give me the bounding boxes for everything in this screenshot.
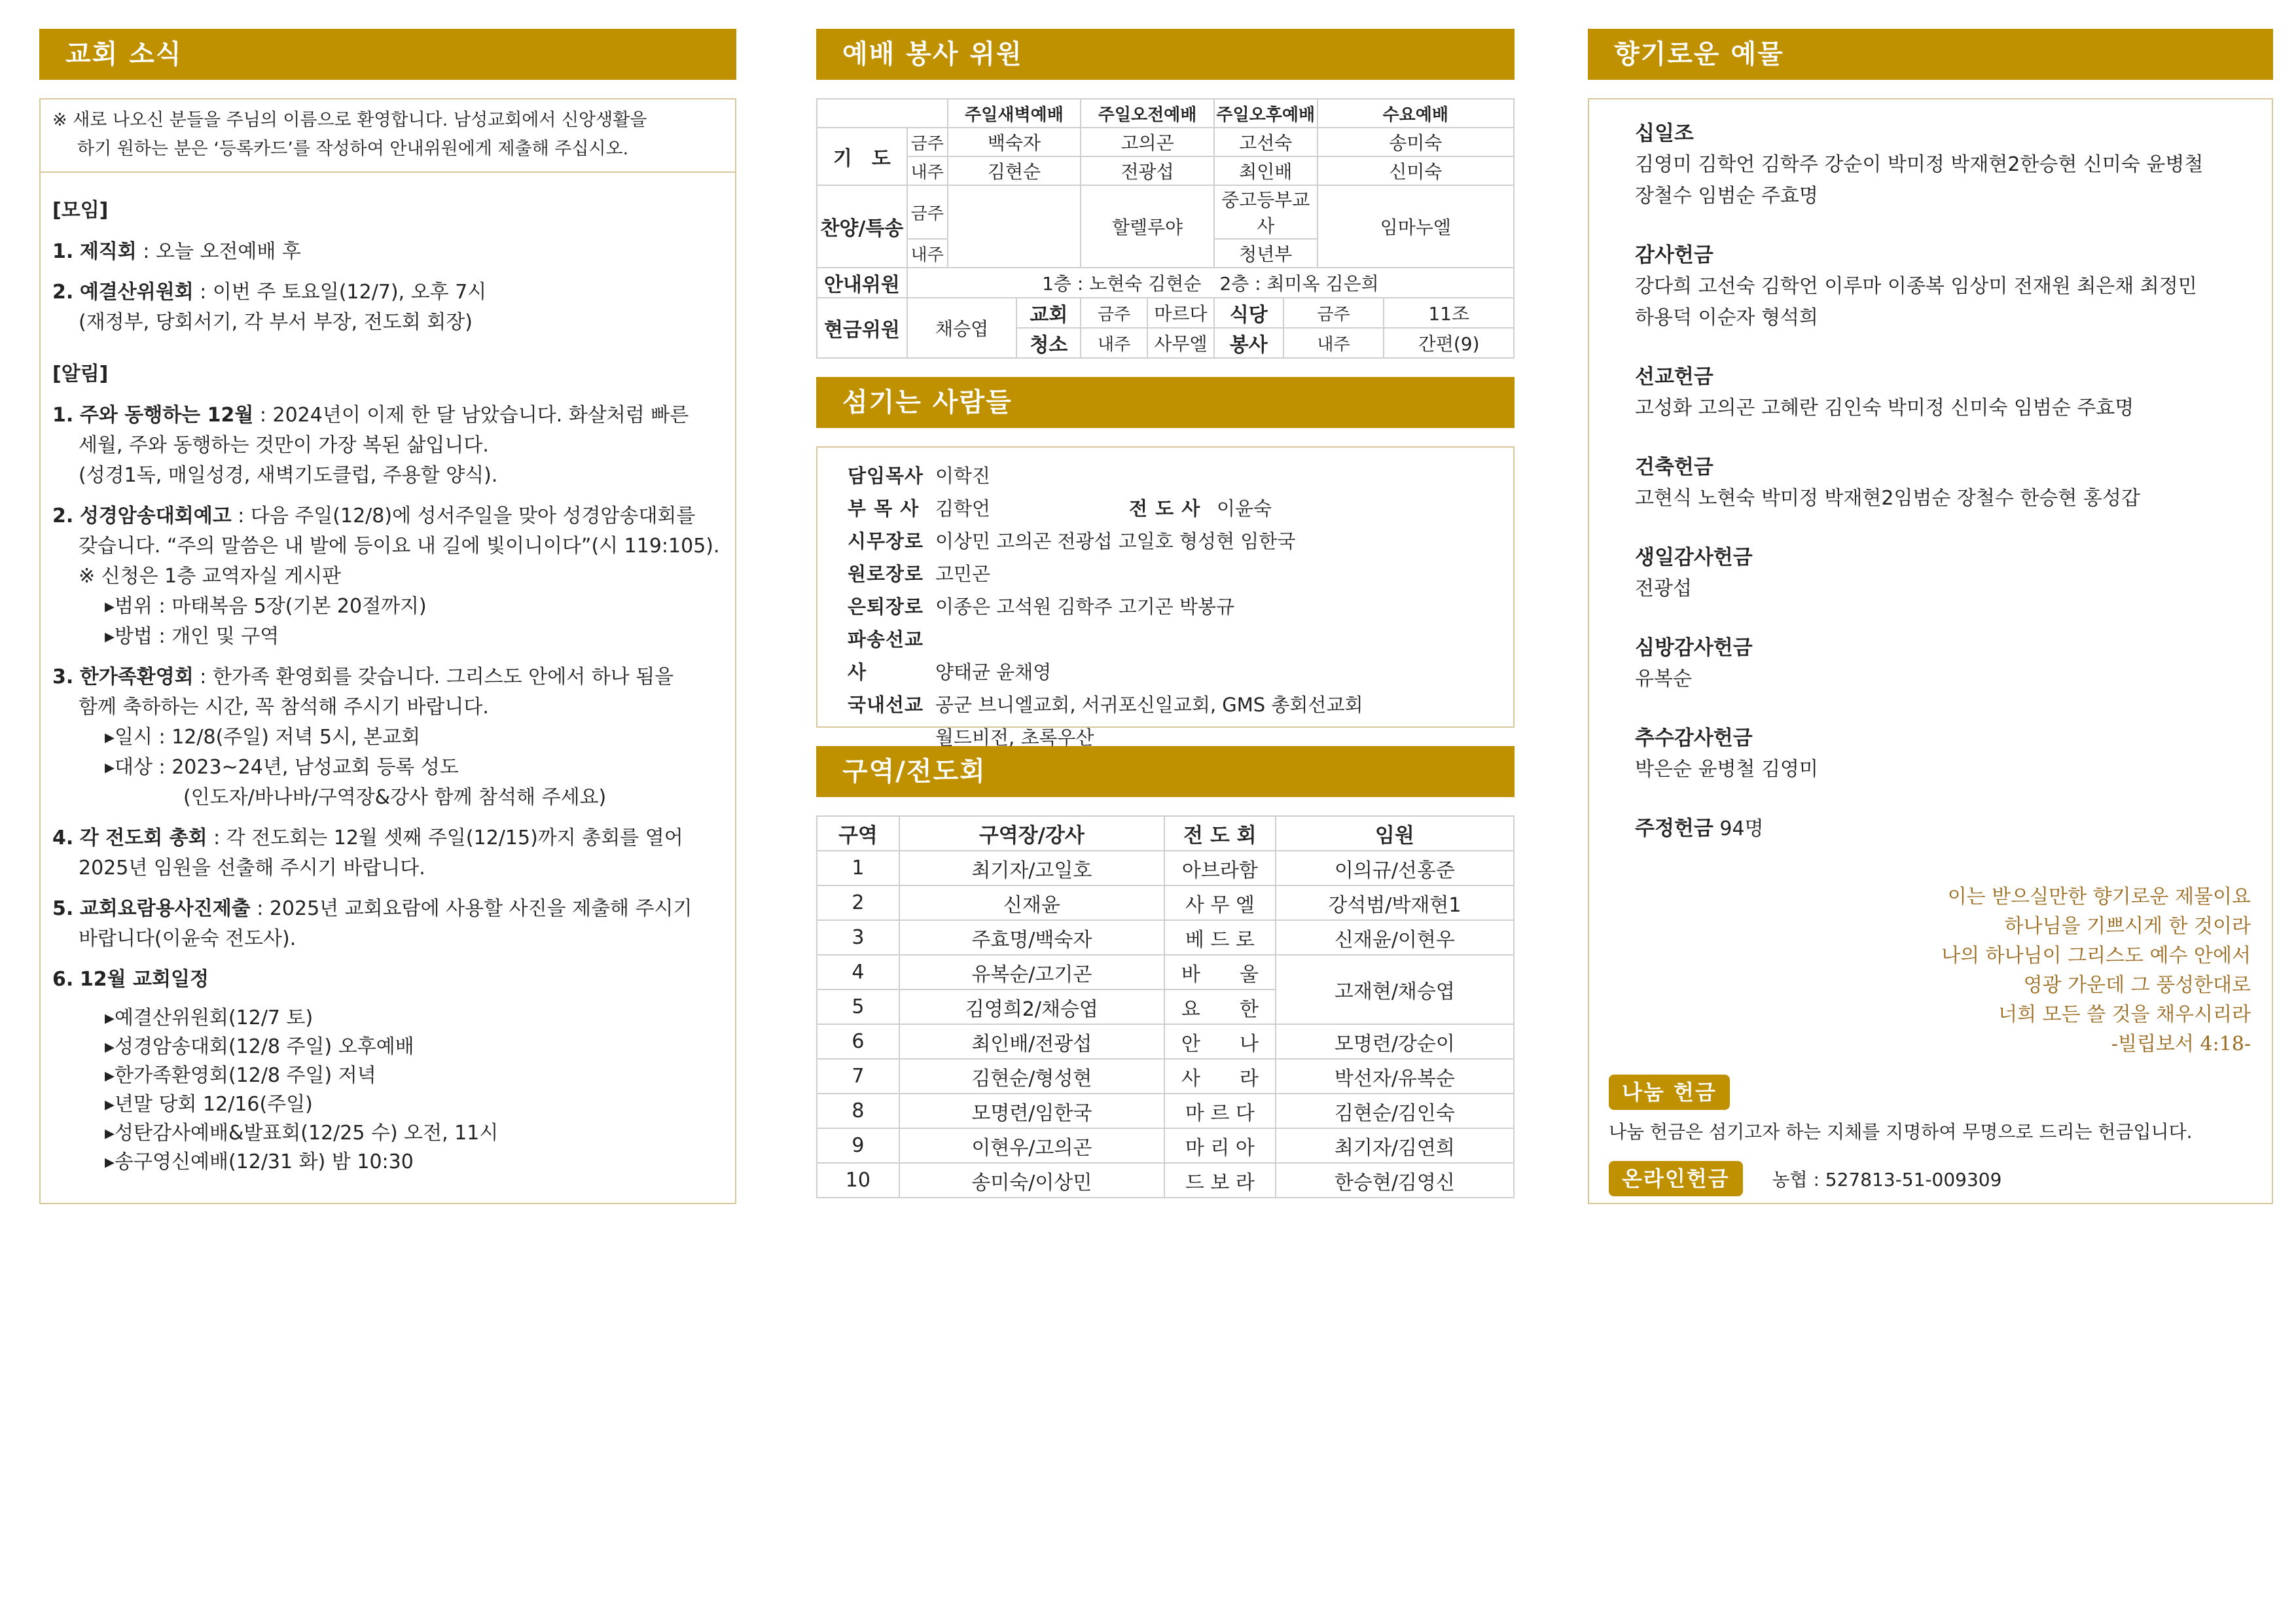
offering-group: 건축헌금 고현식 노현숙 박미정 박재현2임범순 장철수 한승현 홍성갑 <box>1635 455 2140 510</box>
alert-item: 4. 각 전도회 총회 : 각 전도회는 12월 셋째 주일(12/15)까지 총회를 열어 2025년 임원을 선출해 주시기 바랍니다. <box>52 827 683 880</box>
table-row: 구역 구역장/강사 전 도 회 임원 <box>817 816 1514 851</box>
welcome-notice-line: ※ 새로 나오신 분들을 주님의 이름으로 환영합니다. 남성교회에서 신앙생활을 <box>52 110 647 130</box>
meetings-tag: [모임] <box>52 199 109 222</box>
offering-groups <box>1589 99 2272 845</box>
alert-item: 6. 12월 교회일정 ▸예결산위원회(12/7 토) ▸성경암송대회(12/8 주일) 오후예배 ▸한가족환영회(12/8 주일) 저녁 ▸년말 당회 12/16(주일) ▸성탄감사예배&발표회(12/25 수) 오전, 11시 ▸송구영신예배(12/31 화) 밤 10:30 <box>52 965 721 1177</box>
welcome-notice-line: 하기 원하는 분은 ‘등록카드’를 작성하여 안내위원에게 제출해 주십시오. <box>77 139 629 159</box>
table-row: 6 최인배/전광섭 안 나 모명련/강순이 <box>817 1024 1514 1059</box>
table-row: 8 모명련/임한국 마 르 다 김현순/김인숙 <box>817 1094 1514 1128</box>
offering-group: 추수감사헌금 박은순 윤병철 김영미 <box>1635 726 1818 781</box>
offerings-column <box>1588 29 2273 1204</box>
offering-group: 십일조 김영미 김학언 김학주 강순이 박미정 박재현2한승현 신미숙 윤병철 장철수 임범순 주효명 <box>1635 122 2204 207</box>
meeting-item: 1. 제직회 : 오늘 오전예배 후 <box>52 240 301 263</box>
schedule-item: ▸성경암송대회(12/8 주일) 오후예배 <box>105 1035 414 1058</box>
sharing-offering-desc: 나눔 헌금은 섬기고자 하는 지체를 지명하여 무명으로 드리는 헌금입니다. <box>1609 1121 2193 1143</box>
table-row: 7 김현순/형성현 사 라 박선자/유복순 <box>817 1059 1514 1094</box>
list-item: 담임목사 이학진 <box>848 465 991 487</box>
alert-item: 5. 교회요람용사진제출 : 2025년 교회요람에 사용할 사진을 제출해 주시기 바랍니다(이윤숙 전도사). <box>52 897 692 950</box>
offerings-box <box>1588 98 2273 1204</box>
schedule-item: ▸년말 당회 12/16(주일) <box>105 1093 313 1116</box>
district-header: 구역/전도회 <box>816 746 1515 797</box>
scripture-verse: 이는 받으실만한 향기로운 제물이요 하나님을 기쁘시게 한 것이라 나의 하나님이 그리스도 예수 안에서 영광 가운데 그 풍성한대로 너희 모든 쓸 것을 채우시리라 -빌립보서 4:18- <box>1941 885 2251 1056</box>
servants-header: 섬기는 사람들 <box>816 377 1515 428</box>
list-item: 은퇴장로 이종은 고석원 김학주 고기곤 박봉규 <box>848 596 1235 618</box>
list-item: 파송선교사 양태균 윤채영 <box>848 628 1052 683</box>
alert-item: 1. 주와 동행하는 12월 : 2024년이 이제 한 달 남았습니다. 화살처럼 빠른 세월, 주와 동행하는 것만이 가장 복된 삶입니다. (성경1독, 매일성경, 새벽기도클럽, 주용할 양식). <box>52 404 689 487</box>
sharing-offering-badge: 나눔 헌금 <box>1609 1075 1730 1110</box>
table-row: 1 최기자/고일호 아브라함 이의규/선홍준 <box>817 851 1514 885</box>
servants-list <box>816 446 1515 749</box>
weekly-offering: 주정헌금 94명 <box>1635 817 1764 840</box>
table-row: 주일새벽예배 주일오전예배 주일오후예배 수요예배 <box>817 99 1514 128</box>
alerts-tag: [알림] <box>52 363 109 385</box>
list-item: 월드비전, 초록우산 <box>935 726 1094 749</box>
alert-item: 2. 성경암송대회예고 : 다음 주일(12/8)에 성서주일을 맞아 성경암송대회를 갖습니다. “주의 말씀은 내 발에 등이요 내 길에 빛이니이다”(시 119:105). ※ 신청은 1층 교역자실 게시판 ▸범위 : 마태복음 5장(기본 20절까지) ▸방법 : 개인 및 구역 <box>52 505 720 648</box>
schedule-item: ▸예결산위원회(12/7 토) <box>105 1007 314 1029</box>
list-item: 국내선교 공군 브니엘교회, 서귀포신일교회, GMS 총회선교회 <box>848 694 1363 716</box>
schedule-item: ▸한가족환영회(12/8 주일) 저녁 <box>105 1064 376 1087</box>
list-item: 원로장로 고민곤 <box>848 563 991 585</box>
news-sections <box>41 173 735 1177</box>
table-row: 3 주효명/백숙자 베 드 로 신재윤/이현우 <box>817 920 1514 955</box>
table-row: 기 도 금주 백숙자 고의곤 고선숙 송미숙 <box>817 128 1514 156</box>
worship-service-column <box>816 29 1515 1198</box>
worship-service-header: 예배 봉사 위원 <box>816 29 1515 80</box>
table-row: 찬양/특송 금주 할렐루야 중고등부교사 임마누엘 <box>817 185 1514 239</box>
table-row: 4 유복순/고기곤 바 울 고재현/채승엽 <box>817 955 1514 990</box>
offerings-header: 향기로운 예물 <box>1588 29 2273 80</box>
table-row: 내주 김현순 전광섭 최인배 신미숙 <box>817 156 1514 185</box>
table-row: 5 김영희2/채승엽 요 한 <box>817 990 1514 1024</box>
welcome-notice <box>41 99 735 173</box>
offering-group: 생일감사헌금 전광섭 <box>1635 546 1753 600</box>
alert-item: 3. 한가족환영회 : 한가족 환영회를 갖습니다. 그리스도 안에서 하나 됨을 함께 축하하는 시간, 꼭 참석해 주시기 바랍니다. ▸일시 : 12/8(주일) 저녁 5시, 본교회 ▸대상 : 2023~24년, 남성교회 등록 성도 (인도자/바나바/구역장&강사 함께 참석해 주세요) <box>52 666 674 809</box>
online-offering <box>1609 1161 2001 1196</box>
table-row: 2 신재윤 사 무 엘 강석범/박재현1 <box>817 885 1514 920</box>
table-row: 현금위원 채승엽 교회 금주 마르다 식당 금주 11조 <box>817 298 1514 328</box>
schedule-item: ▸성탄감사예배&발표회(12/25 수) 오전, 11시 <box>105 1122 499 1145</box>
table-row: 9 이현우/고의곤 마 리 아 최기자/김연희 <box>817 1128 1514 1163</box>
offering-group: 감사헌금 강다희 고선숙 김학언 이루마 이종복 임상미 전재원 최은채 최정민 하용덕 이순자 형석희 <box>1635 243 2197 329</box>
church-news-header: 교회 소식 <box>39 29 736 80</box>
bank-account: 농협 : 527813-51-009309 <box>1772 1169 2002 1190</box>
table-row: 청소 내주 사무엘 봉사 내주 간편(9) <box>817 328 1514 358</box>
meeting-item: 2. 예결산위원회 : 이번 주 토요일(12/7), 오후 7시 (재정부, 당회서기, 각 부서 부장, 전도회 회장) <box>52 281 487 334</box>
online-offering-badge: 온라인헌금 <box>1609 1161 1743 1196</box>
offering-group: 선교헌금 고성화 고의곤 고혜란 김인숙 박미정 신미숙 임범순 주효명 <box>1635 365 2134 419</box>
offering-group: 심방감사헌금 유복순 <box>1635 636 1753 690</box>
list-item: 시무장로 이상민 고의곤 전광섭 고일호 형성현 임한국 <box>848 530 1296 552</box>
table-row: 내주 청년부 <box>817 239 1514 268</box>
district-table <box>816 815 1515 1198</box>
table-row: 10 송미숙/이상민 드 보 라 한승현/김영신 <box>817 1163 1514 1198</box>
church-news-column <box>39 29 736 1204</box>
service-volunteer-table <box>816 98 1515 359</box>
schedule-item: ▸송구영신예배(12/31 화) 밤 10:30 <box>105 1150 414 1173</box>
list-item: 부 목 사 김학언 전 도 사 이윤숙 <box>848 497 1272 520</box>
church-news-box <box>39 98 736 1204</box>
sharing-offering <box>1609 1075 2193 1144</box>
table-row: 안내위원 1층 : 노현숙 김현순 2층 : 최미옥 김은희 <box>817 268 1514 298</box>
